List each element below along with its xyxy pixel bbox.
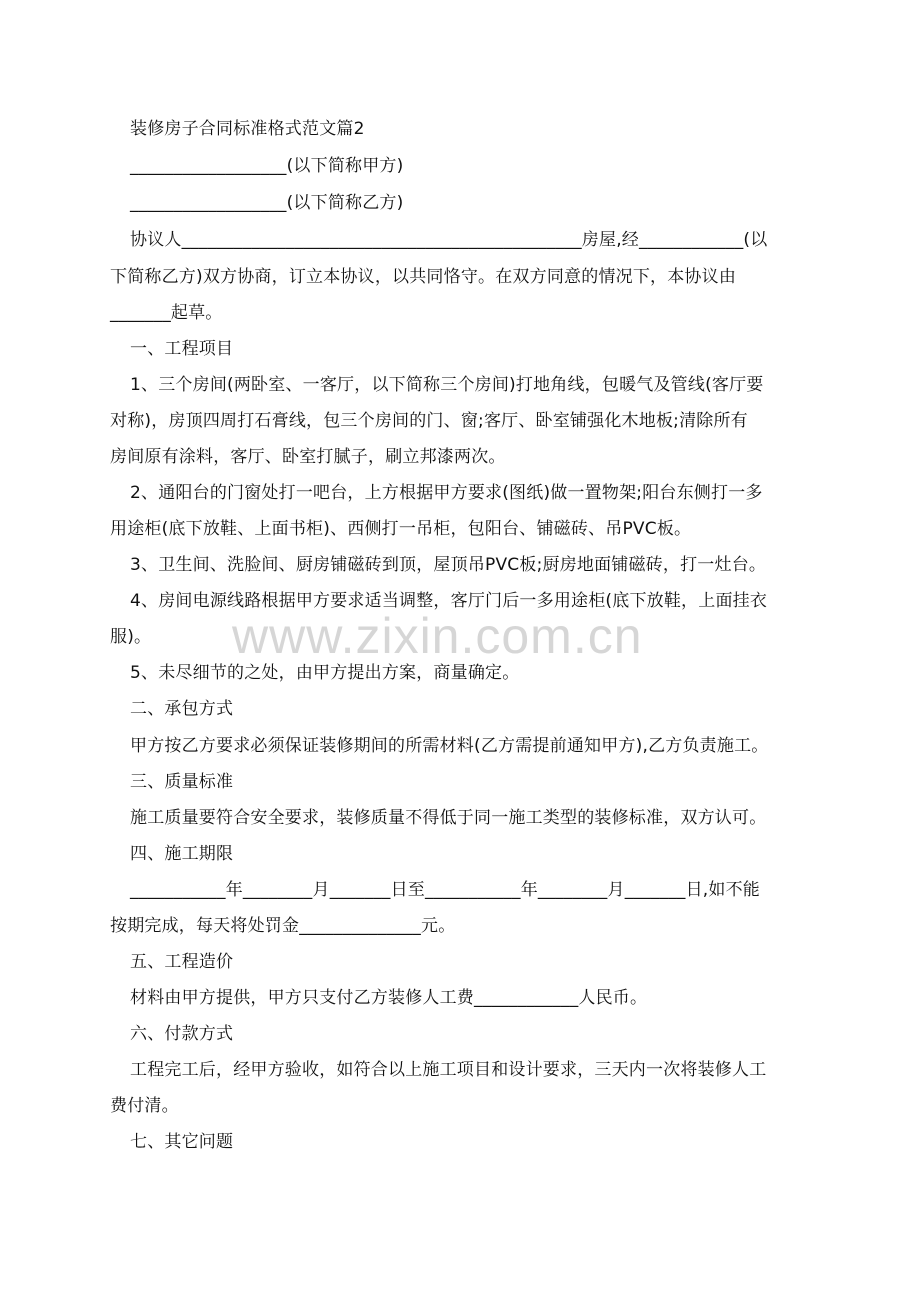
paragraph-line: ___________年________月_______日至___________年________月_______日,如不能 [130, 880, 761, 900]
paragraph-line: 材料由甲方提供，甲方只支付乙方装修人工费____________人民币。 [130, 988, 648, 1008]
paragraph-line: 1、三个房间(两卧室、一客厅，以下简称三个房间)打地角线，包暖气及管线(客厅要 [130, 375, 764, 395]
paragraph-line: 服)。 [110, 627, 152, 647]
section-heading: 二、承包方式 [130, 699, 234, 719]
paragraph-line: _______起草。 [110, 303, 223, 323]
paragraph-line: 协议人______________________________________________房屋,经____________(以 [130, 230, 768, 250]
party-a-line: __________________(以下简称甲方) [130, 156, 404, 176]
section-heading: 七、其它问题 [130, 1132, 234, 1152]
section-heading: 一、工程项目 [130, 339, 234, 359]
paragraph-line: 4、房间电源线路根据甲方要求适当调整，客厅门后一多用途柜(底下放鞋，上面挂衣 [130, 591, 768, 611]
paragraph-line: 3、卫生间、洗脸间、厨房铺磁砖到顶，屋顶吊PVC板;厨房地面铺磁砖，打一灶台。 [130, 555, 767, 575]
section-heading: 三、质量标准 [130, 772, 234, 792]
paragraph-line: 工程完工后，经甲方验收，如符合以上施工项目和设计要求，三天内一次将装修人工 [130, 1060, 767, 1080]
section-heading: 五、工程造价 [130, 952, 234, 972]
document-title: 装修房子合同标准格式范文篇2 [130, 119, 365, 139]
paragraph-line: 下简称乙方)双方协商，订立本协议，以共同恪守。在双方同意的情况下，本协议由 [110, 267, 737, 287]
paragraph-line: 用途柜(底下放鞋、上面书柜)、西侧打一吊柜，包阳台、铺磁砖、吊PVC板。 [110, 519, 692, 539]
paragraph-line: 5、未尽细节的之处，由甲方提出方案，商量确定。 [130, 663, 520, 683]
watermark: www.zixin.com.cn [232, 608, 643, 664]
section-heading: 六、付款方式 [130, 1024, 234, 1044]
paragraph-line: 对称)，房顶四周打石膏线，包三个房间的门、窗;客厅、卧室铺强化木地板;清除所有 [110, 411, 748, 431]
party-b-line: __________________(以下简称乙方) [130, 193, 404, 213]
paragraph-line: 房间原有涂料，客厅、卧室打腻子，刷立邦漆两次。 [110, 447, 506, 467]
paragraph-line: 费付清。 [110, 1096, 179, 1116]
paragraph-line: 2、通阳台的门窗处打一吧台，上方根据甲方要求(图纸)做一置物架;阳台东侧打一多 [130, 483, 763, 503]
paragraph-line: 按期完成，每天将处罚金______________元。 [110, 916, 456, 936]
paragraph-line: 施工质量要符合安全要求，装修质量不得低于同一施工类型的装修标准，双方认可。 [130, 808, 767, 828]
paragraph-line: 甲方按乙方要求必须保证装修期间的所需材料(乙方需提前通知甲方),乙方负责施工。 [130, 736, 769, 756]
section-heading: 四、施工期限 [130, 844, 234, 864]
